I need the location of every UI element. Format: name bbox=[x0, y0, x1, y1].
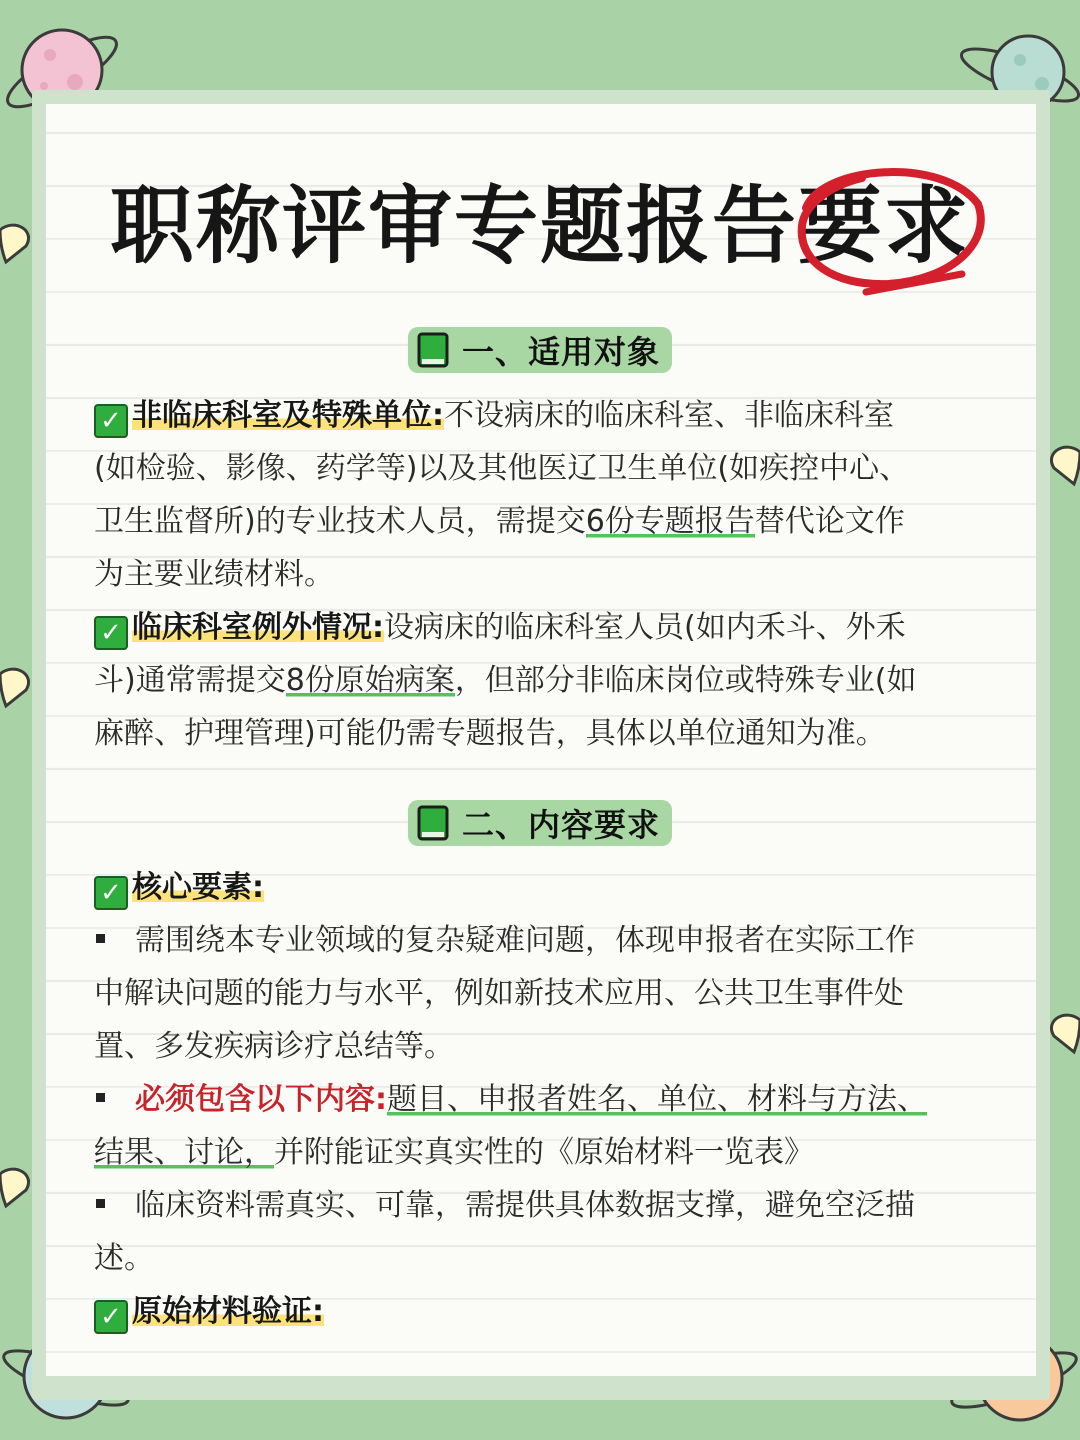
heart-icon bbox=[1046, 444, 1080, 488]
para-text: 卫生监督所)的专业技术人员，需提交 bbox=[94, 504, 586, 539]
para-text: 置、多发疾病诊疗总结等。 bbox=[94, 1029, 454, 1064]
para-text: 述。 bbox=[94, 1241, 154, 1276]
section-label: 二、内容要求 bbox=[462, 806, 661, 844]
underlined-term: 8份原始病案 bbox=[285, 663, 455, 698]
para-text: 设病床的临床科室人员(如内禾斗、外禾 bbox=[384, 610, 906, 645]
para-text: 麻醉、护理管理)可能仍需专题报告，具体以单位通知为准。 bbox=[94, 716, 886, 751]
underlined-term: 6份专题报告 bbox=[585, 504, 755, 539]
check-icon: ✓ bbox=[94, 876, 128, 910]
section-label: 一、适用对象 bbox=[462, 333, 661, 371]
heart-icon bbox=[0, 666, 34, 710]
para-heading: 原始材料验证: bbox=[132, 1294, 324, 1329]
bullet-icon bbox=[96, 934, 105, 943]
section-2-body bbox=[94, 861, 980, 1338]
bullet-icon bbox=[96, 1199, 105, 1208]
red-circle-mark bbox=[792, 156, 988, 300]
red-emphasis: 必须包含以下内容: bbox=[135, 1082, 387, 1117]
para-text: 中解诀问题的能力与水平，例如新技术应用、公共卫生事件处 bbox=[94, 976, 904, 1011]
check-icon: ✓ bbox=[94, 404, 128, 438]
section-1-body bbox=[94, 389, 980, 760]
para-text: 为主要业绩材料。 bbox=[94, 557, 334, 592]
para-heading: 临床科室例外情况: bbox=[132, 610, 384, 645]
para-text: ，但部分非临床岗位或特殊专业(如 bbox=[454, 663, 917, 698]
bullet-icon bbox=[96, 1093, 105, 1102]
para-text: 并附能证实真实性的《原始材料一览表》 bbox=[274, 1135, 814, 1170]
para-text: 斗)通常需提交 bbox=[94, 663, 286, 698]
para-heading: 非临床科室及特殊单位: bbox=[132, 398, 444, 433]
para-text: (如检验、影像、药学等)以及其他医辽卫生单位(如疾控中心、 bbox=[94, 451, 910, 486]
heart-icon bbox=[0, 1166, 34, 1210]
para-text: 需围绕本专业领域的复杂疑难问题，体现申报者在实际工作 bbox=[135, 923, 915, 958]
section-header-content bbox=[408, 800, 672, 846]
heart-icon bbox=[1046, 1012, 1080, 1056]
green-book-icon bbox=[416, 805, 450, 841]
section-header-applicable bbox=[408, 327, 672, 373]
green-book-icon bbox=[416, 332, 450, 368]
page-title: 职称评审专题报告要求 bbox=[109, 177, 970, 275]
underlined-term: 结果、讨论， bbox=[94, 1135, 274, 1170]
check-icon: ✓ bbox=[94, 1300, 128, 1334]
check-icon: ✓ bbox=[94, 616, 128, 650]
para-text: 替代论文作 bbox=[754, 504, 905, 539]
para-text: 临床资料需真实、可靠，需提供具体数据支撑，避免空泛描 bbox=[135, 1188, 915, 1223]
para-heading: 核心要素: bbox=[132, 870, 264, 905]
underlined-term: 题目、申报者姓名、单位、材料与方法、 bbox=[387, 1082, 927, 1117]
para-text: 不设病床的临床科室、非临床科室 bbox=[444, 398, 894, 433]
